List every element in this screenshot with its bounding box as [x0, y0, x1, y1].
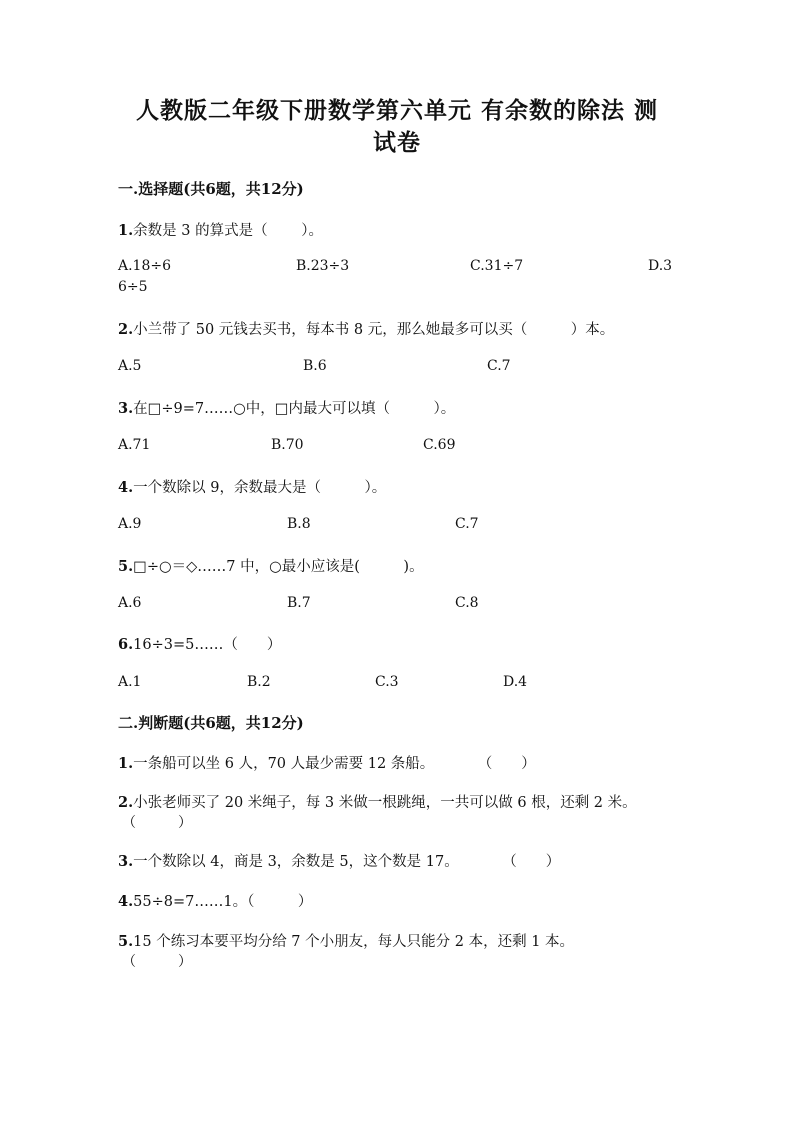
question-number: 5. [118, 558, 134, 575]
choice-question-6 [118, 633, 281, 654]
question-number: 3. [118, 400, 134, 417]
question-number: 2. [118, 794, 134, 811]
choice-option: A.1 [118, 674, 142, 690]
question-text: 一个数除以 9，余数最大是（ ）。 [133, 480, 387, 496]
choice-option: A.9 [118, 516, 142, 532]
choice-option: D.3 [648, 258, 673, 274]
question-text: 15 个练习本要平均分给 7 个小朋友，每人只能分 2 本，还剩 1 本。 [133, 934, 575, 950]
question-number: 1. [118, 755, 134, 772]
title-line-2: 试卷 [373, 129, 421, 156]
question-number: 5. [118, 933, 134, 950]
section-heading-choice: 一.选择题(共6题，共12分) [118, 180, 304, 198]
choice-question-1 [118, 219, 323, 240]
question-text: □÷○＝◇……7 中，○最小应该是( )。 [133, 559, 424, 575]
choice-question-3 [118, 397, 455, 418]
choice-option: D.4 [503, 674, 528, 690]
question-number: 4. [118, 893, 134, 910]
choice-option: A.5 [118, 358, 142, 374]
page-title [120, 95, 674, 159]
choice-option: C.31÷7 [470, 258, 524, 274]
choice-option: C.8 [455, 595, 479, 611]
choice-question-2 [118, 318, 614, 339]
question-text: 55÷8=7……1。（ ） [133, 894, 313, 910]
judge-question-2 [118, 791, 637, 812]
title-line-1: 人教版二年级下册数学第六单元 有余数的除法 测 [135, 97, 658, 124]
choice-option: C.3 [375, 674, 399, 690]
choice-option: C.7 [487, 358, 511, 374]
question-number: 3. [118, 853, 134, 870]
question-number: 2. [118, 321, 134, 338]
question-text: 一个数除以 4，商是 3，余数是 5，这个数是 17。 （ ） [133, 854, 561, 870]
choice-question-5 [118, 555, 424, 576]
answer-bracket: （ ） [122, 954, 192, 970]
judge-question-4 [118, 890, 312, 911]
question-number: 1. [118, 222, 134, 239]
choice-option: A.71 [118, 437, 151, 453]
choice-option: A.6 [118, 595, 142, 611]
choice-option: B.7 [287, 595, 311, 611]
choice-option: B.2 [247, 674, 271, 690]
question-number: 6. [118, 636, 134, 653]
choice-option-wrap: 6÷5 [118, 279, 148, 295]
choice-option: A.18÷6 [118, 258, 172, 274]
choice-option: B.6 [303, 358, 327, 374]
question-text: 小兰带了 50 元钱去买书，每本书 8 元，那么她最多可以买（ ）本。 [133, 322, 615, 338]
question-text: 余数是 3 的算式是（ ）。 [133, 223, 323, 239]
answer-bracket: （ ） [122, 815, 192, 831]
choice-option: B.70 [271, 437, 304, 453]
choice-option: B.23÷3 [296, 258, 350, 274]
judge-question-1 [118, 752, 536, 773]
judge-question-5 [118, 930, 574, 951]
question-text: 16÷3=5……（ ） [133, 637, 282, 653]
question-text: 小张老师买了 20 米绳子，每 3 米做一根跳绳，一共可以做 6 根，还剩 2 米。 [133, 795, 637, 811]
choice-option: C.7 [455, 516, 479, 532]
choice-option: B.8 [287, 516, 311, 532]
choice-question-4 [118, 476, 386, 497]
question-text: 一条船可以坐 6 人，70 人最少需要 12 条船。 （ ） [133, 756, 536, 772]
judge-question-3 [118, 850, 560, 871]
section-heading-true-false: 二.判断题(共6题，共12分) [118, 714, 304, 732]
question-text: 在□÷9=7……○中，□内最大可以填（ ）。 [133, 401, 456, 417]
choice-option: C.69 [423, 437, 456, 453]
question-number: 4. [118, 479, 134, 496]
